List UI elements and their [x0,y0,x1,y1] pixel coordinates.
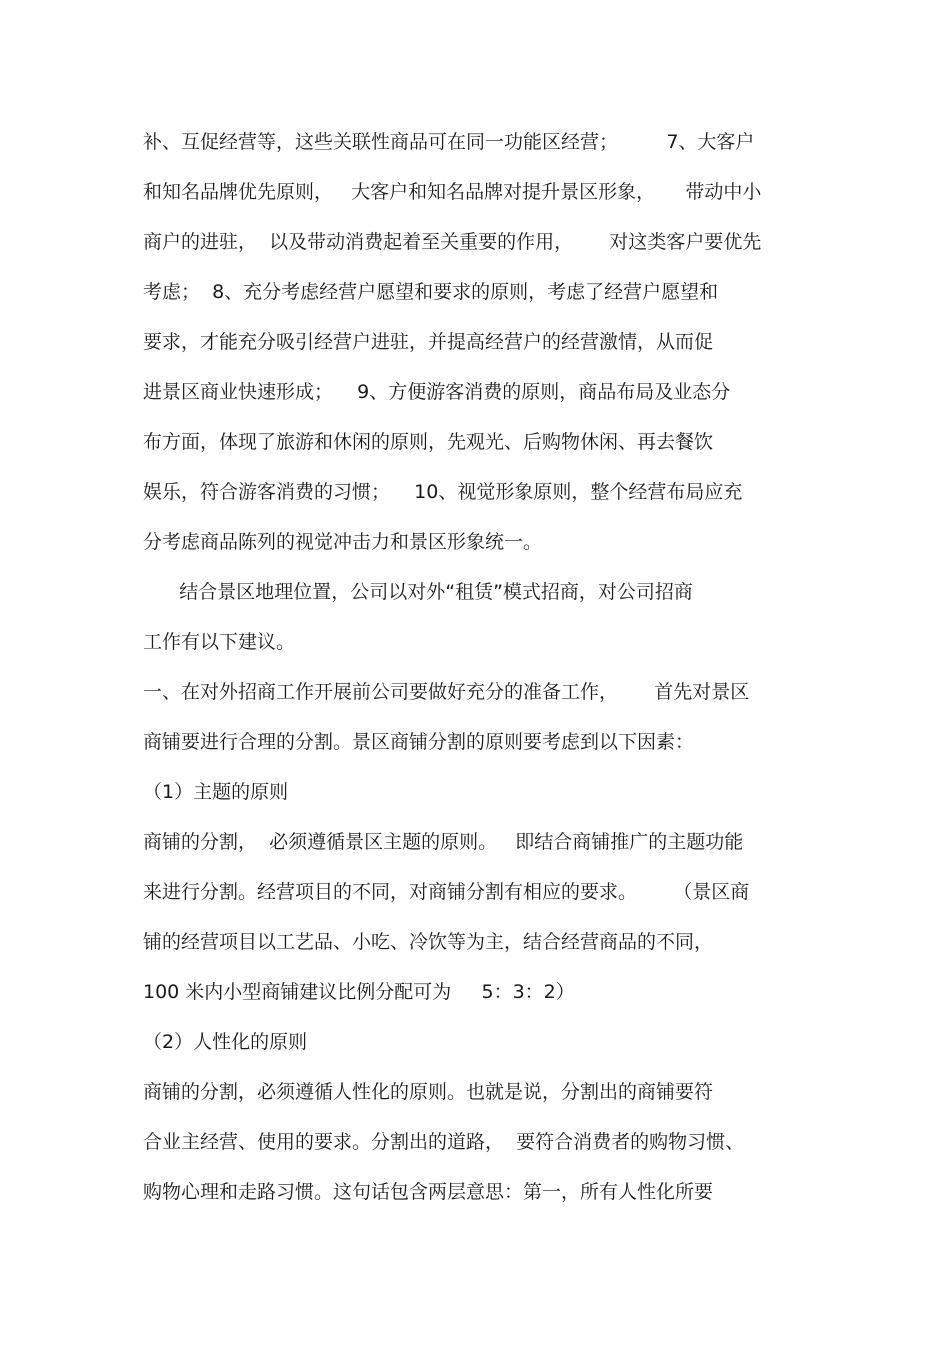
text-line: 合业主经营、使用的要求。分割出的道路， 要符合消费者的购物习惯、 [143,1131,745,1153]
section-heading: （2）人性化的原则 [143,1031,308,1053]
text-line: 商户的进驻， 以及带动消费起着至关重要的作用， 对这类客户要优先 [143,231,762,253]
text-line: 结合景区地理位置，公司以对外“租赁”模式招商，对公司招商 [143,581,693,603]
text-line: 进景区商业快速形成； 9、方便游客消费的原则，商品布局及业态分 [143,381,731,403]
text-line: 来进行分割。经营项目的不同，对商铺分割有相应的要求。 （景区商 [143,881,750,903]
text-line: 工作有以下建议。 [143,631,296,653]
text-line: 补、互促经营等，这些关联性商品可在同一功能区经营； 7、大客户 [143,131,755,153]
text-line: 商铺的分割， 必须遵循景区主题的原则。 即结合商铺推广的主题功能 [143,831,744,853]
text-line: 一、在对外招商工作开展前公司要做好充分的准备工作， 首先对景区 [143,681,750,703]
text-line: 商铺要进行合理的分割。景区商铺分割的原则要考虑到以下因素： [143,731,695,753]
text-line: 要求，才能充分吸引经营户进驻，并提高经营户的经营激情，从而促 [143,331,714,353]
text-line: 铺的经营项目以工艺品、小吃、冷饮等为主，结合经营商品的不同， [143,931,714,953]
text-line: 布方面，体现了旅游和休闲的原则，先观光、后购物休闲、再去餐饮 [143,431,714,453]
text-line: 分考虑商品陈列的视觉冲击力和景区形象统一。 [143,531,543,553]
text-line: 娱乐，符合游客消费的习惯； 10、视觉形象原则，整个经营布局应充 [143,481,743,503]
text-line: 购物心理和走路习惯。这句话包含两层意思：第一，所有人性化所要 [143,1181,714,1203]
text-line: 商铺的分割，必须遵循人性化的原则。也就是说，分割出的商铺要符 [143,1081,714,1103]
text-line: 考虑； 8、充分考虑经营户愿望和要求的原则，考虑了经营户愿望和 [143,281,719,303]
section-heading: （1）主题的原则 [143,781,289,803]
text-line: 和知名品牌优先原则， 大客户和知名品牌对提升景区形象， 带动中小 [143,181,762,203]
text-line: 100 米内小型商铺建议比例分配可为 5：3：2） [143,981,575,1003]
